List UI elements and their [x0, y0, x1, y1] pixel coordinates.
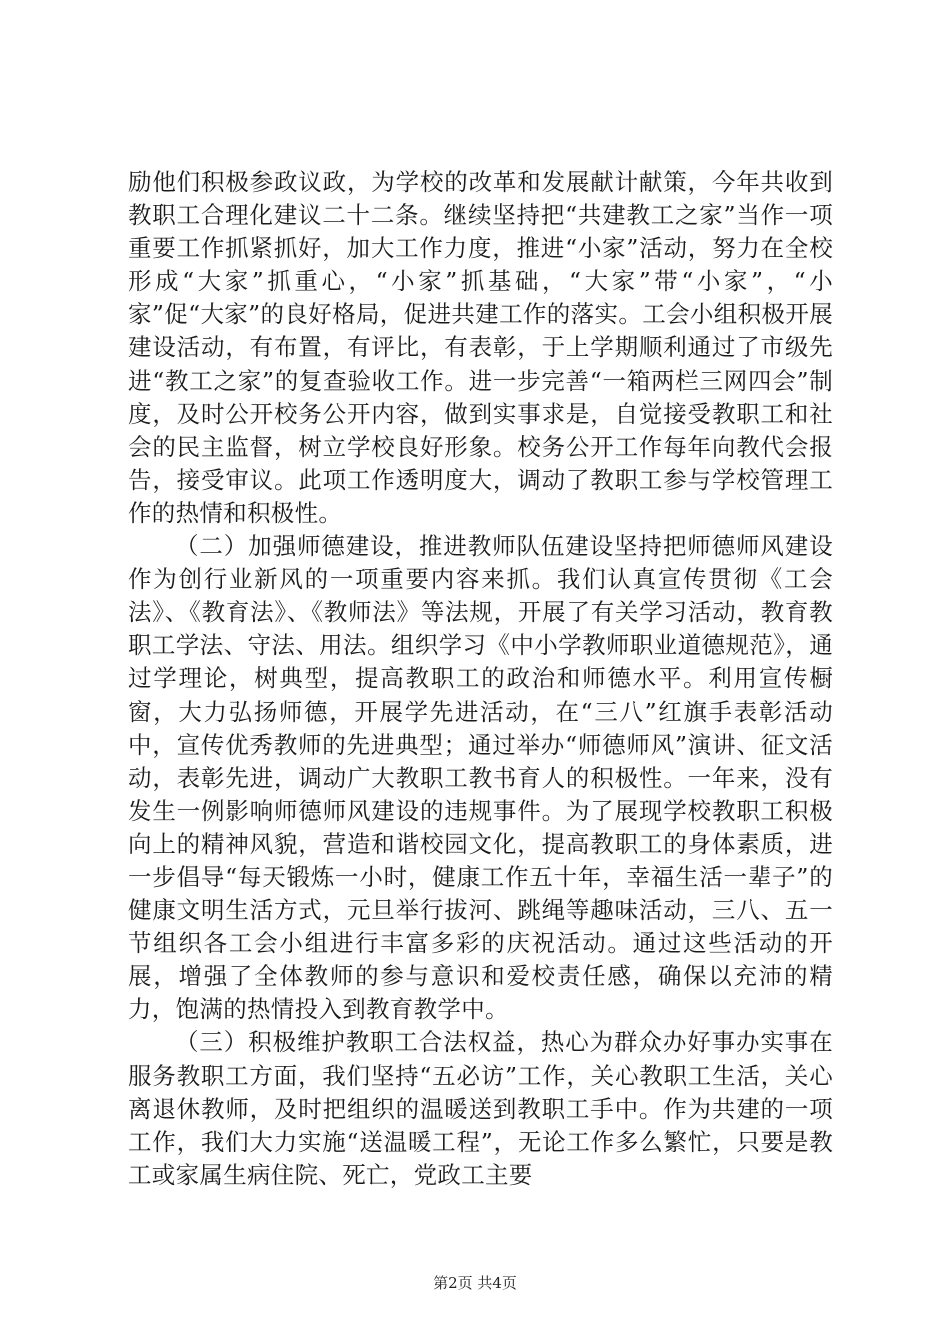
paragraph-teacher-ethics: （二）加强师德建设，推进教师队伍建设坚持把师德师风建设作为创行业新风的一项重要内容来抓。我们认真宣传贯彻《工会法》、《教育法》、《教师法》等法规，开展了有关学习活动，教育教职工学法、守法、用法。组织学习《中小学教师职业道德规范》，通过学理论，树典型，提高教职工的政治和师德水平。利用宣传橱窗，大力弘扬师德，开展学先进活动，在“三八”红旗手表彰活动中，宣传优秀教师的先进典型；通过举办“师德师风”演讲、征文活动，表彰先进，调动广大教职工教书育人的积极性。一年来，没有发生一例影响师德师风建设的违规事件。为了展现学校教职工积极向上的精神风貌，营造和谐校园文化，提高教职工的身体素质，进一步倡导“每天锻炼一小时，健康工作五十年，幸福生活一辈子”的健康文明生活方式，元旦举行拔河、跳绳等趣味活动，三八、五一节组织各工会小组进行丰富多彩的庆祝活动。通过这些活动的开展，增强了全体教师的参与意识和爱校责任感，确保以充沛的精力，饱满的热情投入到教育教学中。	[128, 532, 833, 1024]
page-number-footer: 第2页 共4页	[433, 1274, 517, 1292]
paragraph-continuation: 励他们积极参政议政，为学校的改革和发展献计献策，今年共收到教职工合理化建议二十二条。继续坚持把“共建教工之家”当作一项重要工作抓紧抓好，加大工作力度，推进“小家”活动，努力在全校形成“大家”抓重心，“小家”抓基础，“大家”带“小家”，“小家”促“大家”的良好格局，促进共建工作的落实。工会小组积极开展建设活动，有布置，有评比，有表彰，于上学期顺利通过了市级先进“教工之家”的复查验收工作。进一步完善“一箱两栏三网四会”制度，及时公开校务公开内容，做到实事求是，自觉接受教职工和社会的民主监督，树立学校良好形象。校务公开工作每年向教代会报告，接受审议。此项工作透明度大，调动了教职工参与学校管理工作的热情和积极性。	[128, 168, 833, 527]
document-body	[128, 166, 833, 1192]
paragraph-staff-rights: （三）积极维护教职工合法权益，热心为群众办好事办实事在服务教职工方面，我们坚持“五必访”工作，关心教职工生活，关心离退休教师，及时把组织的温暖送到教职工手中。作为共建的一项工作，我们大力实施“送温暖工程”，无论工作多么繁忙，只要是教工或家属生病住院、死亡，党政工主要	[128, 1028, 833, 1189]
